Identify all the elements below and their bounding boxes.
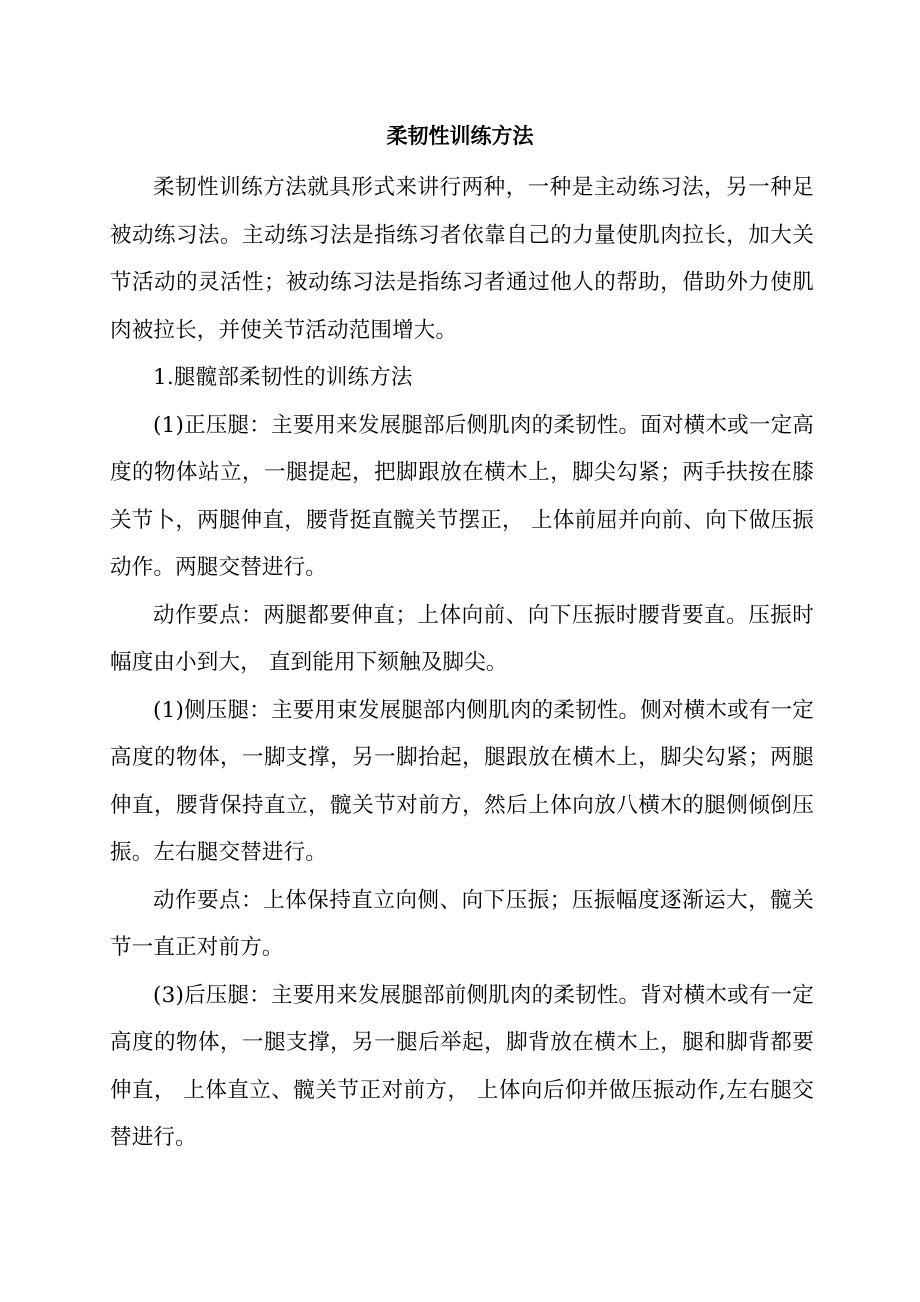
document-title: 柔韧性训练方法 xyxy=(386,124,534,148)
section-heading-leg-hip: 1.腿髋部柔韧性的训练方法 xyxy=(153,365,413,390)
paragraph-front-leg-press: (1)正压腿：主要用来发展腿部后侧肌肉的柔韧性。面对横木或一定高度的物体站立，一腿提起，把脚跟放在横木上，脚尖勾紧；两手扶按在膝关节卜，两腿伸直，腰背挺直髋关节摆正， 上体前屈并向前、向下做压振动作。两腿交替进行。 xyxy=(110,412,814,580)
paragraph-side-leg-press: (1)侧压腿：主要用束发展腿部内侧肌肉的柔韧性。侧对横木或有一定高度的物体，一脚支撑，另一脚抬起，腿跟放在横木上，脚尖勾紧；两腿伸直，腰背保持直立，髋关节对前方，然后上体向放八横木的腿侧倾倒压振。左右腿交替进行。 xyxy=(110,697,814,865)
paragraph-intro: 柔韧性训练方法就具形式来讲行两种，一种是主动练习法，另一种足被动练习法。主动练习法是指练习者依靠自己的力量使肌肉拉长，加大关节活动的灵活性；被动练习法是指练习者通过他人的帮助，借助外力使肌肉被拉长，并使关节活动范围增大。 xyxy=(110,175,814,343)
paragraph-front-leg-press-key-points: 动作要点：两腿都要伸直；上体向前、向下压振时腰背要直。压振时幅度由小到大， 直到能用下颏触及脚尖。 xyxy=(110,602,814,675)
paragraph-back-leg-press: (3)后压腿：主要用来发展腿部前侧肌肉的柔韧性。背对横木或有一定高度的物体，一腿支撑，另一腿后举起，脚背放在横木上，腿和脚背都要伸直， 上体直立、髋关节正对前方， 上体向后仰并做压振动作,左右腿交替进行。 xyxy=(110,982,814,1150)
paragraph-side-leg-press-key-points: 动作要点：上体保持直立向侧、向下压振；压振幅度逐渐运大，髋关节一直正对前方。 xyxy=(110,887,814,960)
document-body xyxy=(110,164,814,1162)
